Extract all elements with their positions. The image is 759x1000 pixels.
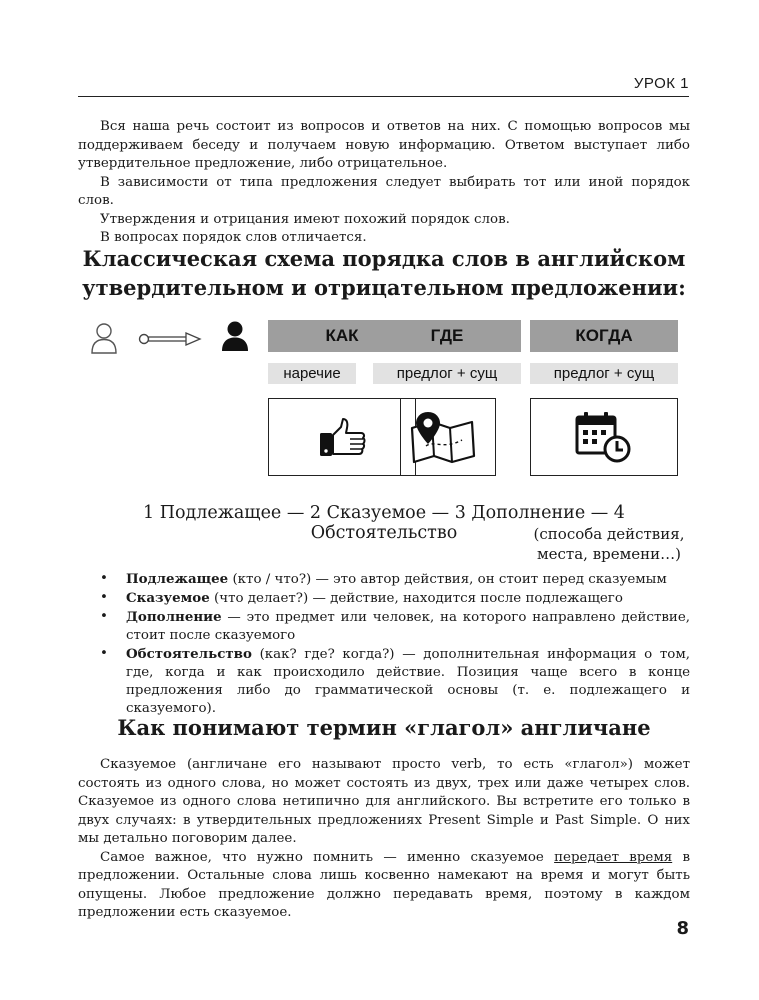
arrow-right-icon <box>138 332 202 346</box>
list-item-text: (что делает?) — действие, находится после подлежащего <box>209 591 623 606</box>
list-item <box>100 645 690 718</box>
list-item-term: Подлежащее <box>126 571 229 587</box>
calendar-clock-icon-box <box>530 398 678 476</box>
formula-note-line1: (способа действия, <box>533 525 685 543</box>
page-number: 8 <box>676 918 689 939</box>
list-item <box>100 570 690 589</box>
verb-paragraph <box>78 849 690 923</box>
thumbs-up-icon <box>317 417 367 457</box>
thumbs-up-icon-box <box>268 398 416 476</box>
word-order-formula: 1 Подлежащее — 2 Сказуемое — 3 Дополнение — 4 Обстоятельство <box>143 503 625 543</box>
intro-paragraph: В вопросах порядок слов отличается. <box>100 230 367 245</box>
list-item-text: (как? где? когда?) — дополнительная информация о том, где, когда и как происходило действие. Позиция чаще всего в конце предложения либо до грамматической основы (т. е. подлежащего и сказуемого). <box>126 647 690 716</box>
underlined-phrase: передает время <box>554 849 673 865</box>
list-item-term: Сказуемое <box>126 590 210 606</box>
map-pin-icon <box>404 410 480 472</box>
person-outline-icon <box>90 322 118 354</box>
column-head-where: ГДЕ <box>373 320 521 352</box>
word-order-diagram <box>78 318 690 488</box>
sentence-parts-list <box>100 570 690 718</box>
schema-heading <box>78 244 690 302</box>
column-sub-adverb: наречие <box>268 363 356 384</box>
intro-text <box>78 118 690 248</box>
verb-paragraph: Сказуемое (англичане его называют просто verb, то есть «глагол») может состоять из одного слова, но может состоять из двух, трех или даже четырех слов. Сказуемое из одного слова нетипично для английского. Вы встретите его только в двух случаях: в утвердительных предложениях Present Simple и Past Simple. О них мы детально поговорим далее. <box>78 757 690 846</box>
verb-paragraph-start: Самое важное, что нужно помнить — именно сказуемое <box>100 849 555 865</box>
calendar-clock-icon <box>575 409 633 465</box>
person-filled-icon <box>220 320 250 352</box>
list-item-text: (кто / что?) — это автор действия, он стоит перед сказуемым <box>228 572 667 587</box>
schema-heading-line2: утвердительном и отрицательном предложении: <box>82 275 686 300</box>
column-head-when: КОГДА <box>530 320 678 352</box>
list-item <box>100 589 690 608</box>
intro-paragraph: В зависимости от типа предложения следует выбирать тот или иной порядок слов. <box>78 174 690 208</box>
intro-paragraph: Вся наша речь состоит из вопросов и ответов на них. С помощью вопросов мы поддерживаем беседу и получаем новую информацию. Ответом выступает либо утвердительное предложение, либо отрицательное. <box>78 119 690 171</box>
intro-paragraph: Утверждения и отрицания имеют похожий порядок слов. <box>100 211 510 227</box>
list-item-text: — это предмет или человек, на которого направлено действие, стоит после сказуемого <box>126 610 690 643</box>
column-sub-where: предлог + сущ <box>373 363 521 384</box>
formula-note <box>529 524 689 564</box>
header-divider <box>78 96 689 97</box>
column-sub-when: предлог + сущ <box>530 363 678 384</box>
list-item <box>100 608 690 645</box>
list-item-term: Дополнение <box>126 609 222 625</box>
schema-heading-line1: Классическая схема порядка слов в английском <box>82 246 686 271</box>
list-item-term: Обстоятельство <box>126 646 252 662</box>
verb-section-text <box>78 756 690 923</box>
formula-note-line2: места, времени…) <box>536 545 682 563</box>
lesson-label: УРОК 1 <box>633 75 689 92</box>
column-head-how: КАК <box>268 320 416 352</box>
verb-section-heading: Как понимают термин «глагол» англичане <box>117 715 651 740</box>
verb-paragraph-end: в предложении. Остальные слова лишь косвенно намекают на время и могут быть опущены. Любое предложение должно передавать время, поэтому в каждом предложении есть сказуемое. <box>78 849 690 920</box>
